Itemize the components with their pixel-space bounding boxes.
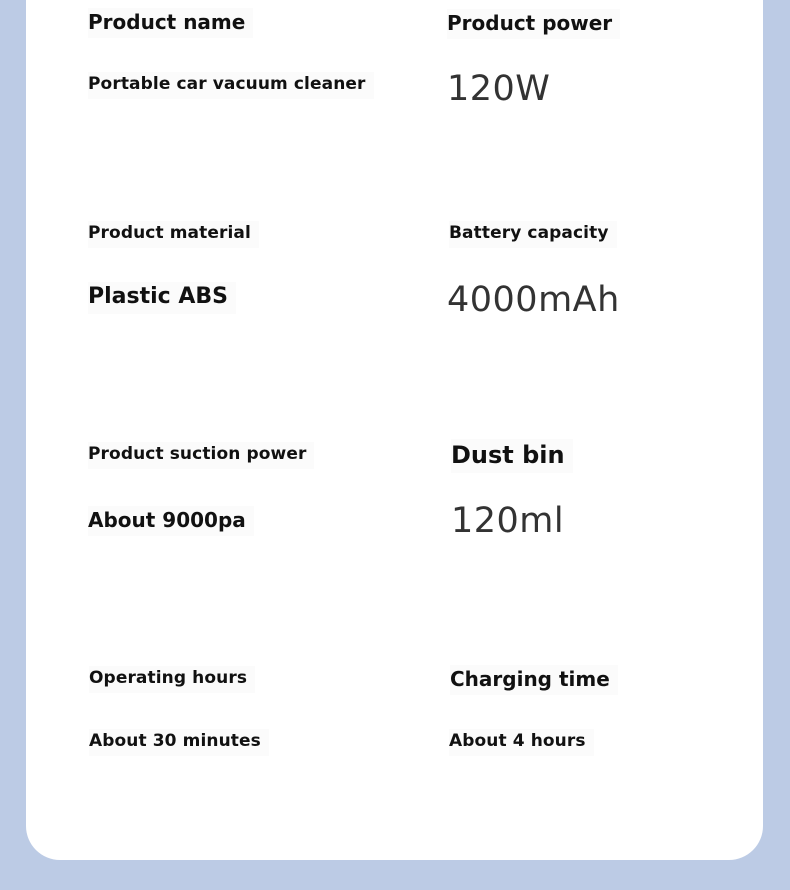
battery-capacity-label: Battery capacity [449, 221, 617, 248]
dust-bin-label: Dust bin [451, 439, 573, 473]
dust-bin-value: 120ml [451, 501, 565, 541]
suction-power-label: Product suction power [88, 442, 314, 469]
charging-time-value: About 4 hours [449, 729, 594, 756]
battery-capacity-value: 4000mAh [447, 280, 620, 320]
product-material-value: Plastic ABS [88, 282, 236, 314]
operating-hours-label: Operating hours [89, 666, 255, 693]
product-power-value: 120W [447, 69, 551, 109]
operating-hours-value: About 30 minutes [89, 729, 269, 756]
product-power-label: Product power [447, 9, 620, 39]
suction-power-value: About 9000pa [88, 506, 254, 536]
product-name-label: Product name [88, 8, 253, 38]
product-name-value: Portable car vacuum cleaner [88, 72, 374, 99]
product-material-label: Product material [88, 221, 259, 248]
charging-time-label: Charging time [450, 665, 618, 695]
